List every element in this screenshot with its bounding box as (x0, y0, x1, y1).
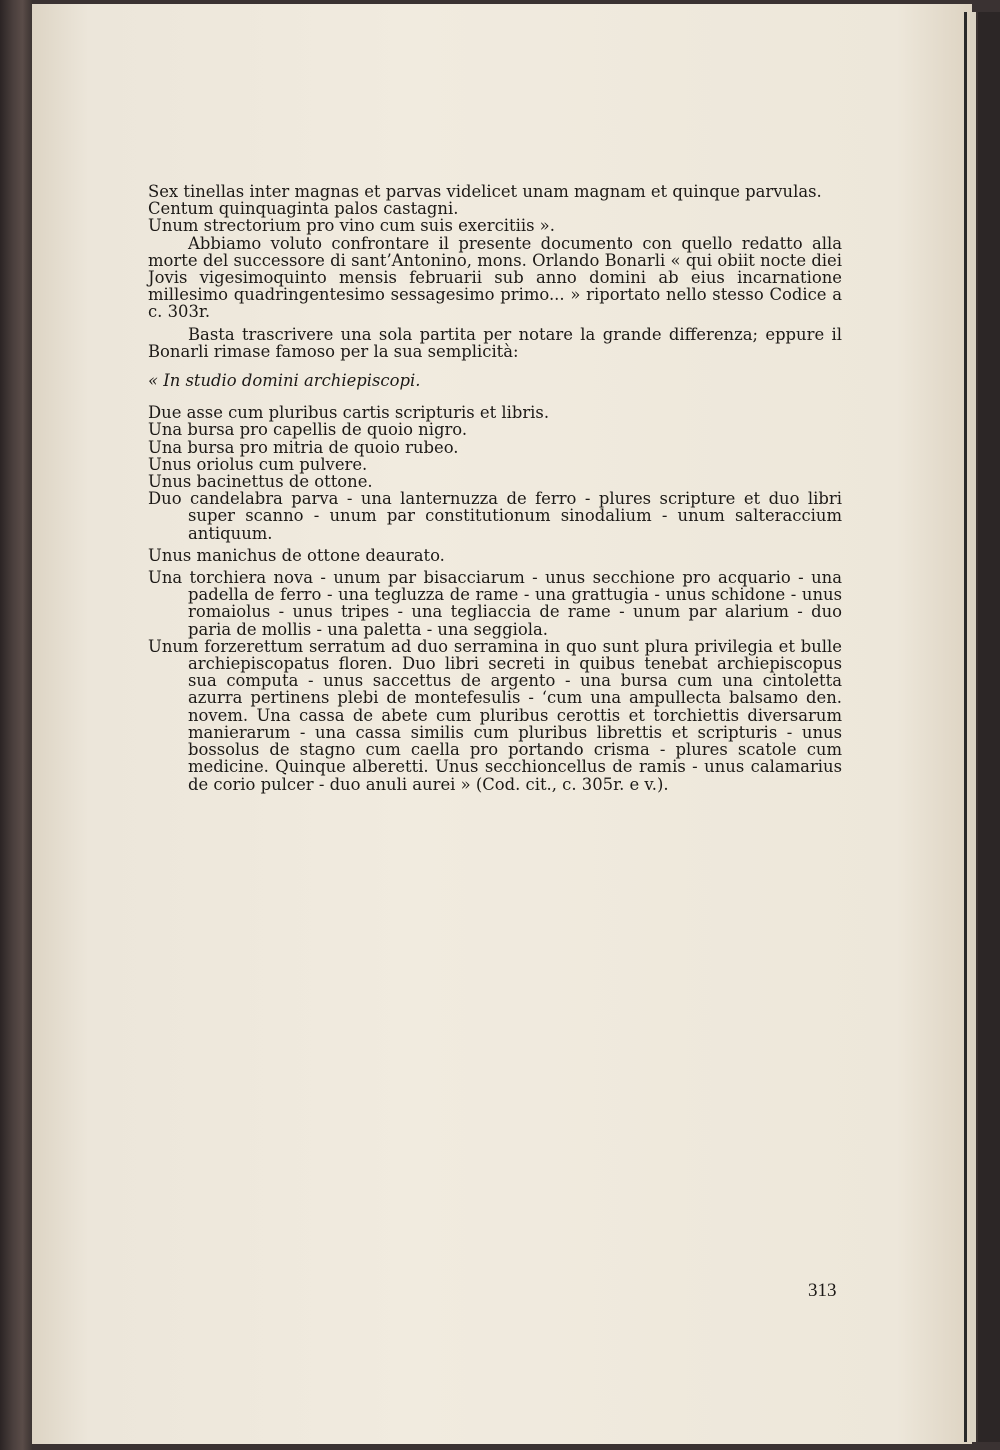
inventory-line: Unus oriolus cum pulvere. (148, 454, 368, 474)
inventory-line: Due asse cum pluribus cartis scripturis et libris. (148, 403, 550, 423)
page-number: 313 (808, 1280, 837, 1301)
inventory-line: Una bursa pro mitria de quoio rubeo. (148, 437, 459, 457)
inventory-line: Centum quinquaginta palos castagni. (148, 199, 459, 219)
page-edge-cover (978, 12, 1000, 1442)
inventory-line: Sex tinellas inter magnas et parvas videlicet unam magnam et quinque parvulas. (148, 182, 822, 201)
section-heading: « In studio domini archiepiscopi. (148, 371, 421, 391)
inventory-line: Unum strectorium pro vino cum suis exercitiis ». (148, 216, 555, 236)
page-edge-stack (970, 12, 976, 1442)
inventory-line: Unus bacinettus de ottone. (148, 472, 373, 492)
commentary-paragraph: Abbiamo voluto confrontare il presente documento con quello redatto alla morte del successore di sant’Antonino, mons. Orlando Bonarli « qui obiit nocte diei Jovis vigesimoquinto mensis februarii sub anno domini ab eius incarnatione millesimo quadringentesimo sessagesimo primo... » riportato nello stesso Codice a c. 303r. (148, 233, 842, 322)
inventory-line: Duo candelabra parva - una lanternuzza de ferro - plures scripture et duo libri super scanno - unum par constitutionum sinodalium - unum salteraccium antiquum. (148, 489, 842, 543)
inventory-line: Una bursa pro capellis de quoio nigro. (148, 420, 468, 440)
book-binding (0, 0, 32, 1450)
inventory-line: Una torchiera nova - unum par bisacciarum - unus secchione pro acquario - una padella de ferro - una tegluzza de rame - una grattugia - unus schidone - unus romaiolus - unus tripes - una tegliaccia de rame - unum par alarium - duo paria de mollis - una paletta - una seggiola. (148, 568, 842, 639)
commentary-paragraph: Basta trascrivere una sola partita per notare la grande differenza; eppure il Bonarli rimase famoso per la sua semplicità: (148, 324, 842, 361)
page-edge-shadow (964, 12, 967, 1442)
inventory-line: Unus manichus de ottone deaurato. (148, 545, 445, 565)
inventory-line: Unum forzerettum serratum ad duo serramina in quo sunt plura privilegia et bulle archiepiscopatus floren. Duo libri secreti in quibus tenebat archiepiscopus sua computa - unus saccettus de argento - una bursa cum una cintoletta azurra pertinens plebi de montefesulis - ‘cum una ampullecta balsamo den. novem. Una cassa de abete cum pluribus cerottis et torchiettis diversarum manierarum - una cassa similis cum pluribus librettis et scripturis - unus bossolus de stagno cum caella pro portando crisma - plures scatole cum medicine. Quinque alberetti. Unus secchioncellus de ramis - unus calamarius de corio pulcer - duo anuli aurei » (Cod. cit., c. 305r. e v.). (148, 636, 842, 794)
body-text (148, 183, 842, 793)
